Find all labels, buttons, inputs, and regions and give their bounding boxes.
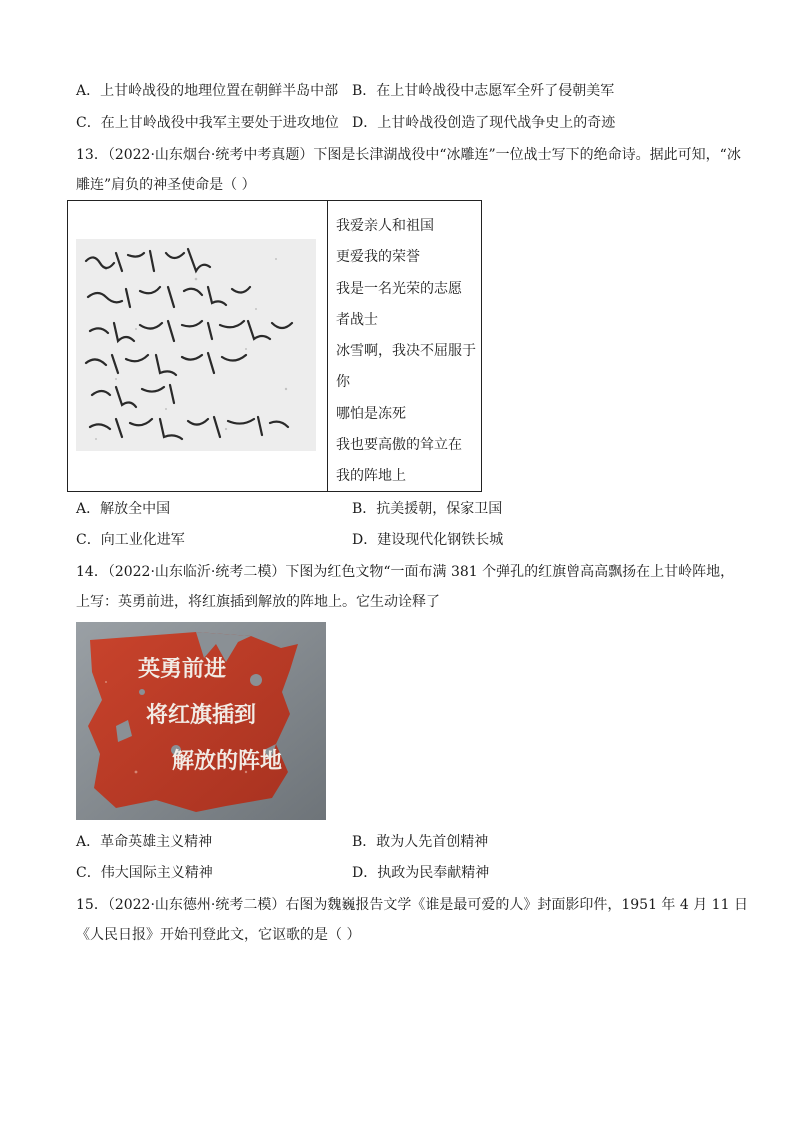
flag-text-line1: 英勇前进: [138, 656, 227, 682]
q14-option-b: B．敢为人先首创精神: [352, 834, 489, 850]
handwritten-poem-image: [76, 239, 316, 451]
poem-line: 我的阵地上: [336, 468, 406, 485]
q12-option-d: D．上甘岭战役创造了现代战争史上的奇迹: [352, 115, 616, 131]
q14-option-a: A．革命英雄主义精神: [76, 834, 213, 850]
q15-stem-line1: 15．（2022·山东德州·统考二模）右图为魏巍报告文学《谁是最可爱的人》封面影印件，1951 年 4 月 11 日: [76, 897, 748, 913]
poem-line: 哪怕是冻死: [336, 405, 406, 422]
q13-option-c: C．向工业化进军: [76, 532, 185, 548]
poem-table-divider: [327, 201, 328, 491]
q13-stem-line1: 13．（2022·山东烟台·统考中考真题）下图是长津湖战役中“冰雕连”一位战士写下的绝命诗。据此可知，“冰: [76, 147, 741, 163]
q14-stem-line1: 14．（2022·山东临沂·统考二模）下图为红色文物“一面布满 381 个弹孔的红旗曾高高飘扬在上甘岭阵地，: [76, 564, 735, 580]
red-flag-photo: [76, 622, 326, 820]
q14-option-c: C．伟大国际主义精神: [76, 865, 213, 881]
q13-option-a: A．解放全中国: [76, 501, 171, 517]
q14-stem-line2: 上写：英勇前进，将红旗插到解放的阵地上。它生动诠释了: [76, 594, 440, 610]
poem-line: 我是一名光荣的志愿: [336, 280, 462, 297]
poem-transcription: [336, 211, 476, 493]
q12-option-a: A．上甘岭战役的地理位置在朝鲜半岛中部: [76, 83, 339, 99]
flag-text-line3: 解放的阵地: [172, 748, 283, 774]
q15-stem-line2: 《人民日报》开始刊登此文，它讴歌的是（ ）: [76, 927, 361, 943]
flag-text-line2: 将红旗插到: [146, 702, 257, 728]
q13-option-d: D．建设现代化钢铁长城: [352, 532, 504, 548]
poem-line: 我也要高傲的耸立在: [336, 437, 462, 454]
q12-option-b: B．在上甘岭战役中志愿军全歼了侵朝美军: [352, 83, 615, 99]
q13-stem-line2: 雕连”肩负的神圣使命是（ ）: [76, 177, 256, 193]
poem-table: [67, 200, 482, 492]
poem-line: 你: [336, 374, 350, 391]
q13-option-b: B．抗美援朝，保家卫国: [352, 501, 503, 517]
poem-line: 冰雪啊，我决不屈服于: [336, 343, 476, 360]
q12-option-c: C．在上甘岭战役中我军主要处于进攻地位: [76, 115, 339, 131]
poem-line: 更爱我的荣誉: [336, 249, 420, 266]
poem-line: 我爱亲人和祖国: [336, 218, 434, 234]
poem-line: 者战士: [336, 311, 378, 328]
q14-option-d: D．执政为民奉献精神: [352, 865, 490, 881]
